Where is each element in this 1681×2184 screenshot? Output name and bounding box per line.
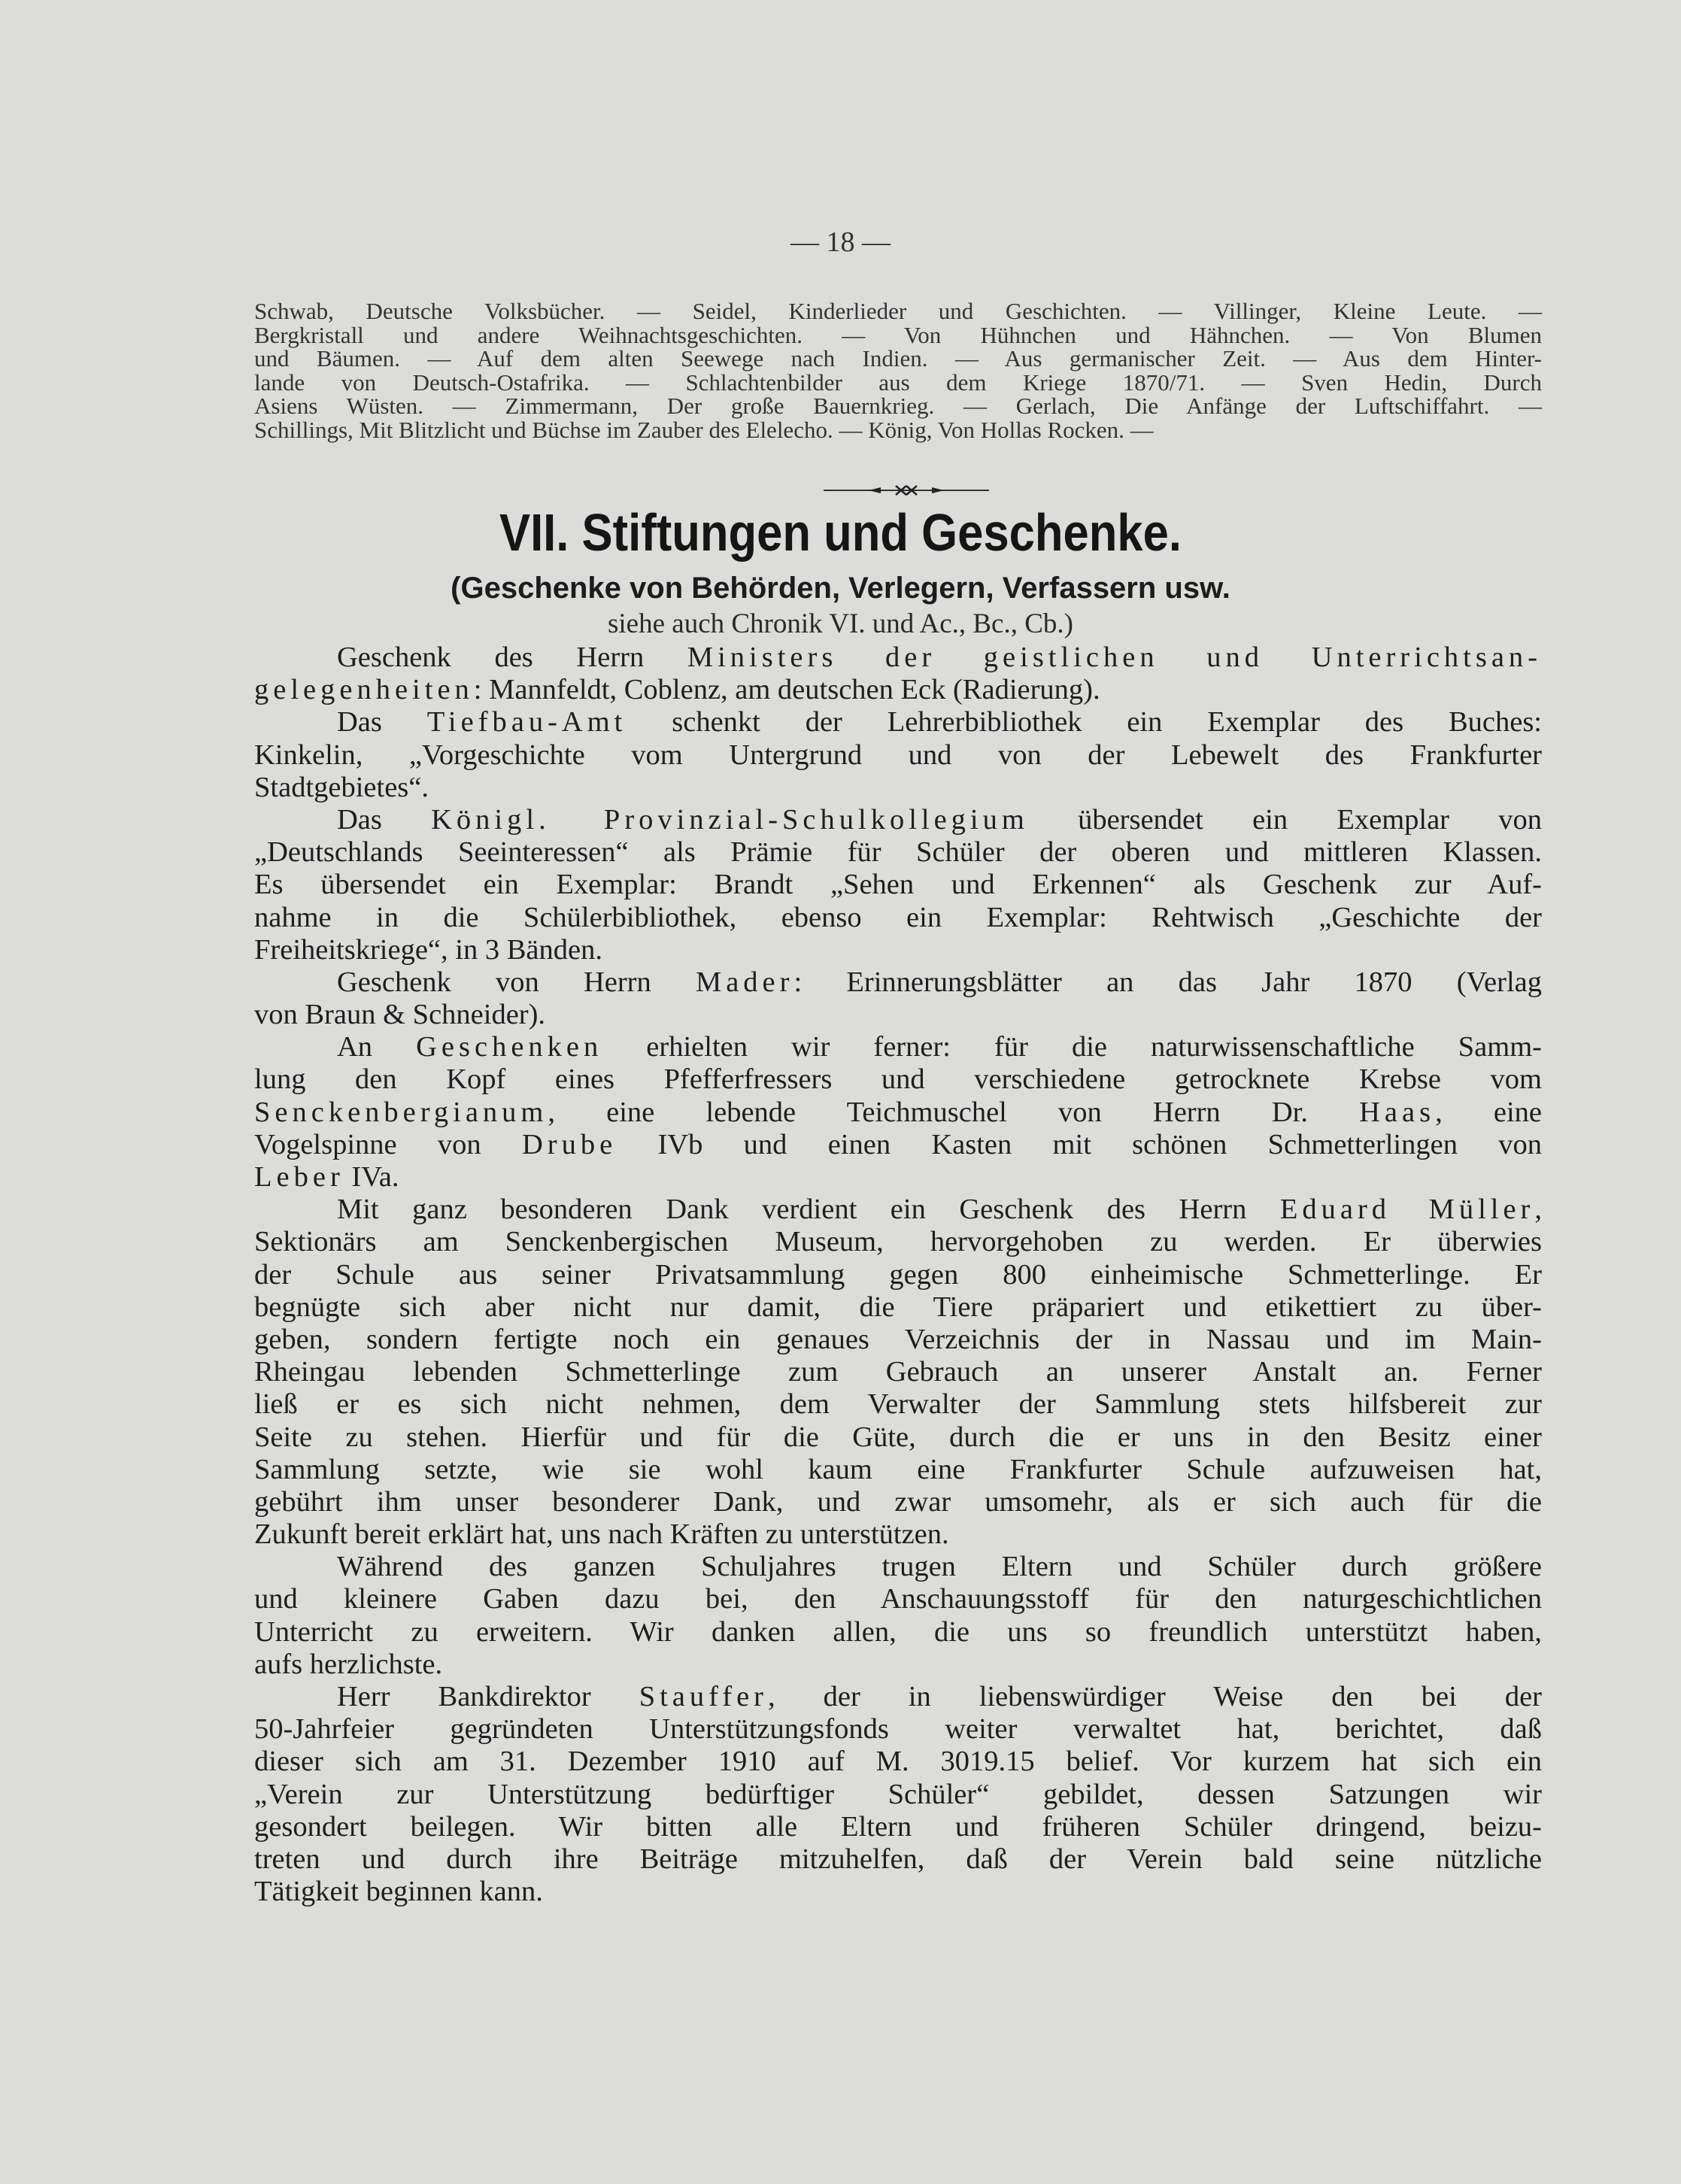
- spaced-emphasis: Geschenken: [416, 1031, 603, 1063]
- text-line: Seite zu stehen. Hierfür und für die Güte, durch die er uns in den Besitz einer: [254, 1421, 1542, 1453]
- text-line: treten und durch ihre Beiträge mitzuhelfen, daß der Verein bald seine nützliche: [254, 1843, 1542, 1875]
- text-line: Freiheitskriege“, in 3 Bänden.: [254, 933, 602, 966]
- text-line: gelegenheiten: Mannfeldt, Coblenz, am deutschen Eck (Radierung).: [254, 674, 1100, 706]
- text-line: Geschenk von Herrn Mader: Erinnerungsblätter an das Jahr 1870 (Verlag: [337, 966, 1543, 998]
- text-line: „Deutschlands Seeinteressen“ als Prämie für Schüler der oberen und mittleren Klassen.: [254, 836, 1542, 869]
- text-line: und kleinere Gaben dazu bei, den Anschauungsstoff für den naturgeschichtlichen: [254, 1583, 1542, 1615]
- text-line: nahme in die Schülerbibliothek, ebenso ein Exemplar: Rehtwisch „Geschichte der: [254, 901, 1542, 933]
- text-line: begnügte sich aber nicht nur damit, die Tiere präpariert und etikettiert zu über-: [254, 1291, 1542, 1323]
- text-line: Tätigkeit beginnen kann.: [254, 1876, 543, 1908]
- text-line: Während des ganzen Schuljahres trugen Eltern und Schüler durch größere: [337, 1551, 1542, 1583]
- text-line: gebührt ihm unser besonderer Dank, und zwar umsomehr, als er sich auch für die: [254, 1485, 1542, 1518]
- text-line: lung den Kopf eines Pfefferfressers und verschiedene getrocknete Krebse vom: [254, 1063, 1542, 1096]
- section-title: VII. Stiftungen und Geschenke.: [499, 503, 1182, 562]
- text-line: gesondert beilegen. Wir bitten alle Eltern und früheren Schüler dringend, beizu-: [254, 1810, 1542, 1843]
- text-line: aufs herzlichste.: [254, 1648, 443, 1680]
- text-line: Herr Bankdirektor Stauffer, der in liebenswürdiger Weise den bei der: [337, 1681, 1542, 1712]
- text-line: Stadtgebietes“.: [254, 771, 429, 803]
- text-line: Sammlung setzte, wie sie wohl kaum eine Frankfurter Schule aufzuweisen hat,: [254, 1453, 1542, 1485]
- text-line: Rheingau lebenden Schmetterlinge zum Gebrauch an unserer Anstalt an. Ferner: [254, 1356, 1542, 1388]
- spaced-emphasis: Mader: [695, 966, 794, 998]
- spaced-emphasis: Senckenbergianum: [254, 1096, 548, 1128]
- text-line: Senckenbergianum, eine lebende Teichmuschel von Herrn Dr. Haas, eine: [254, 1096, 1542, 1128]
- book-list-line: Bergkristall und andere Weihnachtsgeschichten. — Von Hühnchen und Hähnchen. — Von Blumen: [254, 321, 1542, 348]
- section-subtitle-note: siehe auch Chronik VI. und Ac., Bc., Cb.): [608, 608, 1073, 639]
- text-line: Vogelspinne von Drube IVb und einen Kasten mit schönen Schmetterlingen von: [254, 1128, 1542, 1160]
- book-list-line: Schillings, Mit Blitzlicht und Büchse im Zauber des Elelecho. — König, Von Hollas Rocken. —: [254, 416, 1154, 443]
- spaced-emphasis: Tiefbau-Amt: [426, 706, 627, 739]
- spaced-emphasis: Königl. Provinzial-Schulkollegium: [431, 803, 1029, 836]
- book-list-line: Asiens Wüsten. — Zimmermann, Der große Bauernkrieg. — Gerlach, Die Anfänge der Luftschiffahrt. —: [254, 393, 1542, 419]
- text-line: Geschenk des Herrn Ministers der geistlichen und Unterrichtsan-: [337, 642, 1542, 673]
- book-list-line: Schwab, Deutsche Volksbücher. — Seidel, Kinderlieder und Geschichten. — Villinger, Kleine Leute. —: [254, 298, 1542, 324]
- text-line: Mit ganz besonderen Dank verdient ein Geschenk des Herrn Eduard Müller,: [337, 1194, 1542, 1226]
- book-list-paragraph: [254, 299, 1542, 441]
- text-line: An Geschenken erhielten wir ferner: für die naturwissenschaftliche Samm-: [337, 1031, 1542, 1063]
- text-line: Es übersendet ein Exemplar: Brandt „Sehen und Erkennen“ als Geschenk zur Auf-: [254, 869, 1542, 901]
- spaced-emphasis: Drube: [521, 1128, 617, 1160]
- text-line: Unterricht zu erweitern. Wir danken allen, die uns so freundlich unterstützt haben,: [254, 1615, 1542, 1648]
- book-list-line: lande von Deutsch-Ostafrika. — Schlachtenbilder aus dem Kriege 1870/71. — Sven Hedin, Durch: [254, 369, 1542, 396]
- spaced-emphasis: Eduard Müller: [1279, 1194, 1535, 1226]
- text-line: dieser sich am 31. Dezember 1910 auf M. 3019.15 belief. Vor kurzem hat sich ein: [254, 1746, 1542, 1778]
- text-line: Zukunft bereit erklärt hat, uns nach Kräften zu unterstützen.: [254, 1518, 949, 1551]
- text-line: ließ er es sich nicht nehmen, dem Verwalter der Sammlung stets hilfsbereit zur: [254, 1388, 1542, 1421]
- text-line: Kinkelin, „Vorgeschichte vom Untergrund und von der Lebewelt des Frankfurter: [254, 739, 1542, 771]
- text-line: geben, sondern fertigte noch ein genaues Verzeichnis der in Nassau und im Main-: [254, 1323, 1542, 1355]
- body-text: [254, 642, 1542, 1908]
- book-list-line: und Bäumen. — Auf dem alten Seewege nach Indien. — Aus germanischer Zeit. — Aus dem Hinter-: [254, 345, 1542, 372]
- spaced-emphasis: gelegenheiten: [254, 674, 474, 706]
- spaced-emphasis: Leber: [254, 1161, 344, 1193]
- text-line: „Verein zur Unterstützung bedürftiger Schüler“ gebildet, dessen Satzungen wir: [254, 1778, 1542, 1810]
- spaced-emphasis: Stauffer: [639, 1681, 768, 1712]
- text-line: 50-Jahrfeier gegründeten Unterstützungsfonds weiter verwaltet hat, berichtet, daß: [254, 1713, 1542, 1746]
- text-line: der Schule aus seiner Privatsammlung gegen 800 einheimische Schmetterlinge. Er: [254, 1258, 1542, 1291]
- page-number: — 18 —: [790, 226, 891, 258]
- text-line: Leber IVa.: [254, 1161, 399, 1193]
- section-subtitle: (Geschenke von Behörden, Verlegern, Verfassern usw.: [451, 572, 1230, 605]
- text-line: von Braun & Schneider).: [254, 999, 546, 1031]
- section-divider-ornament: [824, 481, 989, 499]
- text-line: Sektionärs am Senckenbergischen Museum, hervorgehoben zu werden. Er überwies: [254, 1226, 1542, 1258]
- spaced-emphasis: Haas: [1359, 1096, 1436, 1128]
- text-line: Das Königl. Provinzial-Schulkollegium übersendet ein Exemplar von: [337, 803, 1542, 836]
- text-line: Das Tiefbau-Amt schenkt der Lehrerbibliothek ein Exemplar des Buches:: [337, 706, 1542, 739]
- spaced-emphasis: Ministers der geistlichen und Unterrichtsan-: [687, 642, 1542, 673]
